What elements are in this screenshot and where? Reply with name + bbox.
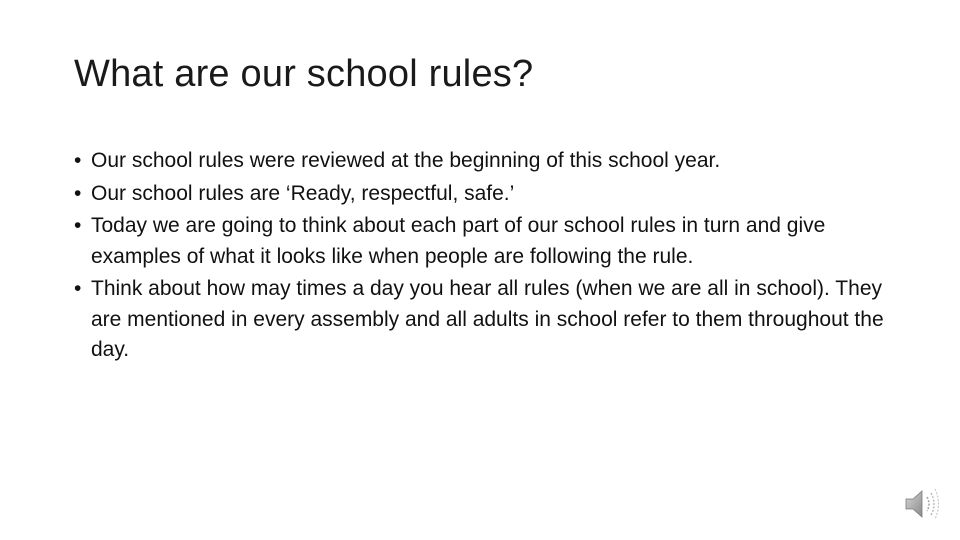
speaker-icon[interactable]: [902, 486, 942, 522]
bullet-item: [74, 179, 894, 210]
bullet-marker: •: [74, 277, 82, 300]
bullet-text: Think about how may times a day you hear all rules (when we are all in school). They are mentioned in every assembly and all adults in school refer to them throughout the day.: [91, 277, 884, 361]
bullet-text: Today we are going to think about each part of our school rules in turn and give examples of what it looks like when people are following the rule.: [91, 214, 826, 268]
bullet-item: [74, 211, 894, 272]
bullet-list: [74, 146, 894, 368]
bullet-marker: •: [74, 149, 82, 172]
bullet-text: Our school rules are ‘Ready, respectful, safe.’: [91, 181, 515, 205]
speaker-icon-graphic: [902, 486, 942, 522]
bullet-item: [74, 274, 894, 366]
bullet-item: [74, 146, 894, 177]
bullet-marker: •: [74, 181, 82, 205]
bullet-marker: •: [74, 214, 82, 237]
slide-title: What are our school rules?: [74, 53, 534, 95]
bullet-text: Our school rules were reviewed at the beginning of this school year.: [91, 149, 721, 172]
